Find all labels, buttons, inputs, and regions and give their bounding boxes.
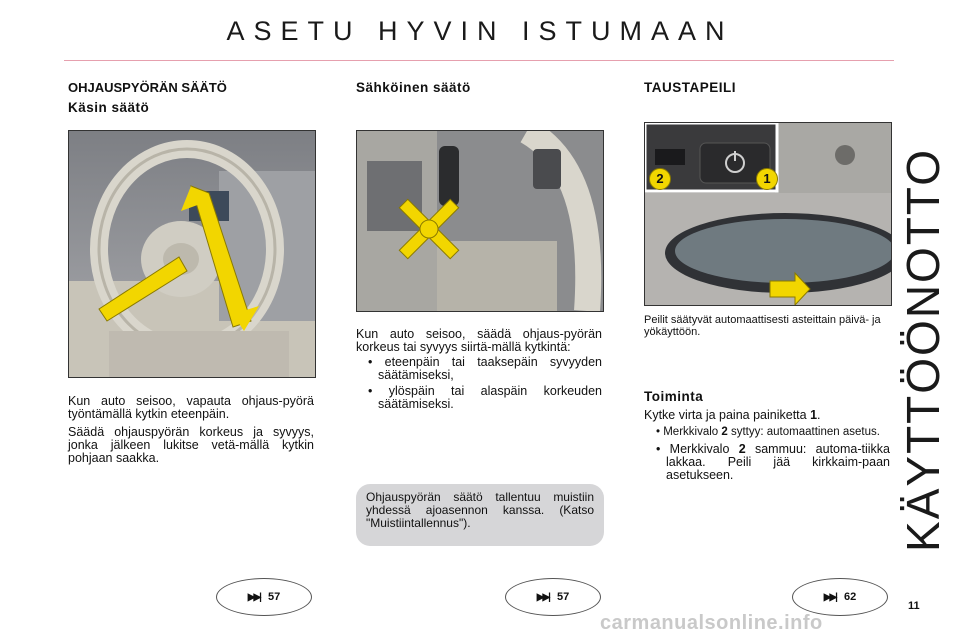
col3-bullet2-post: sammuu: automa-tiikka lakkaa. Peili jää kirkkaim-paan asetukseen. bbox=[666, 442, 891, 482]
col3-bullet2 bbox=[644, 443, 890, 482]
section-tab-label: KÄYTTÖÖNOTTO bbox=[897, 148, 949, 552]
col3-text bbox=[644, 409, 890, 482]
watermark: carmanualsonline.info bbox=[600, 612, 823, 634]
col1-text bbox=[68, 395, 314, 465]
col3-intro-button-number: 1 bbox=[810, 408, 818, 422]
ref-page-number: 57 bbox=[556, 591, 570, 603]
col3-bullet1 bbox=[644, 426, 890, 438]
fast-forward-icon: ▶▶| bbox=[247, 591, 260, 603]
callout-2-badge: 2 bbox=[649, 168, 671, 190]
col3-intro-text: Kytke virta ja paina painiketta bbox=[644, 408, 811, 422]
ref-page-number: 57 bbox=[267, 591, 281, 603]
electric-steering-photo bbox=[356, 130, 604, 312]
page-number: 11 bbox=[908, 600, 920, 612]
col2-bullet2: • ylöspäin tai alaspäin korkeuden säätämiseksi. bbox=[368, 384, 602, 411]
manual-steering-illustration bbox=[69, 131, 315, 377]
fast-forward-icon: ▶▶| bbox=[823, 591, 836, 603]
col3-bullet2-num: 2 bbox=[738, 442, 746, 456]
fast-forward-icon: ▶▶| bbox=[536, 591, 549, 603]
mirror-caption: Peilit säätyvät automaattisesti asteittain päivä- ja yökäyttöön. bbox=[644, 314, 881, 338]
col1-para1: Kun auto seisoo, vapauta ohjaus-pyörä työntämällä kytkin eteenpäin. bbox=[68, 394, 314, 421]
ref-link-57-center[interactable] bbox=[505, 578, 601, 616]
memory-note-box bbox=[356, 484, 604, 546]
memory-note-text: Ohjauspyörän säätö tallentuu muistiin yhdessä ajoasennon kanssa. (Katso "Muistiintallennus"). bbox=[366, 490, 594, 530]
col3-intro bbox=[644, 409, 890, 422]
electric-steering-illustration bbox=[357, 131, 603, 311]
col2-heading: Sähköinen säätö bbox=[356, 80, 471, 95]
col1-subheading: Käsin säätö bbox=[68, 100, 150, 115]
ref-link-62-right[interactable] bbox=[792, 578, 888, 616]
manual-steering-photo bbox=[68, 130, 316, 378]
title-divider bbox=[64, 60, 894, 61]
ref-page-number: 62 bbox=[843, 591, 857, 603]
col3-bullet2-pre: • Merkkivalo bbox=[656, 442, 739, 456]
rear-mirror-photo bbox=[644, 122, 892, 306]
rear-mirror-illustration bbox=[645, 123, 891, 305]
callout-1-badge: 1 bbox=[756, 168, 778, 190]
col2-intro: Kun auto seisoo, säädä ohjaus-pyörän korkeus tai syvyys siirtä-mällä kytkintä: bbox=[356, 327, 602, 354]
col3-intro-end: . bbox=[817, 408, 821, 422]
col2-bullet1: • eteenpäin tai taaksepäin syvyyden säätämiseksi, bbox=[368, 355, 602, 382]
col2-text bbox=[356, 328, 602, 411]
col1-para2: Säädä ohjauspyörän korkeus ja syvyys, jonka jälkeen lukitse vetä-mällä kytkin pohjaan saakka. bbox=[68, 425, 314, 465]
col3-heading: TAUSTAPEILI bbox=[644, 80, 736, 95]
col3-bullet1-pre: • Merkkivalo bbox=[656, 426, 722, 438]
col3-bullet1-post: syttyy: automaattinen asetus. bbox=[727, 426, 880, 438]
col1-heading: OHJAUSPYÖRÄN SÄÄTÖ bbox=[68, 80, 227, 95]
page-title: ASETU HYVIN ISTUMAAN bbox=[226, 16, 734, 46]
ref-link-57-left[interactable] bbox=[216, 578, 312, 616]
col3-bullet1-num: 2 bbox=[721, 426, 728, 438]
section-tab bbox=[893, 148, 953, 552]
col3-subheading: Toiminta bbox=[644, 389, 704, 404]
